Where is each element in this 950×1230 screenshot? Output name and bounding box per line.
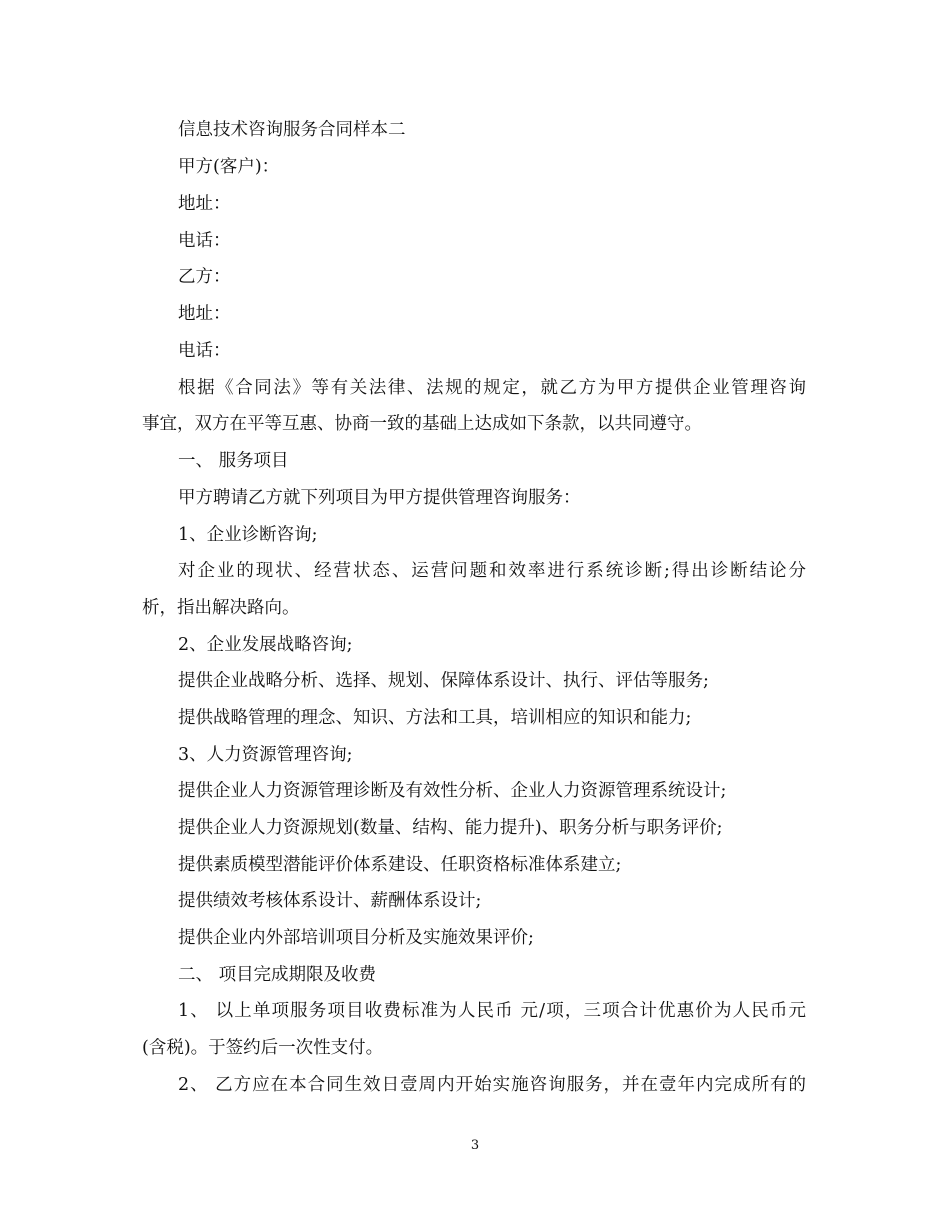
party-b-label: 乙方： — [178, 267, 231, 287]
paragraph-line: 提供企业人力资源规划(数量、结构、能力提升)、职务分析与职务评价; — [178, 818, 723, 838]
party-b-address: 地址： — [178, 304, 231, 324]
party-b-phone: 电话： — [178, 341, 231, 361]
preamble-line-1: 根据《合同法》等有关法律、法规的规定，就乙方为甲方提供企业管理咨询 — [178, 378, 806, 398]
paragraph-line: (含税)。于签约后一次性支付。 — [142, 1038, 384, 1058]
party-a-address: 地址： — [178, 194, 231, 214]
paragraph-line: 提供素质模型潜能评价体系建设、任职资格标准体系建立; — [178, 855, 622, 875]
preamble-line-2: 事宜，双方在平等互惠、协商一致的基础上达成如下条款，以共同遵守。 — [142, 414, 702, 434]
paragraph-line: 对企业的现状、经营状态、运营问题和效率进行系统诊断;得出诊断结论分 — [178, 561, 806, 581]
party-a-phone: 电话： — [178, 231, 231, 251]
list-item-heading: 3、人力资源管理咨询; — [178, 745, 353, 765]
paragraph-line: 提供企业战略分析、选择、规划、保障体系设计、执行、评估等服务; — [178, 671, 709, 691]
paragraph-line: 提供战略管理的理念、知识、方法和工具，培训相应的知识和能力; — [178, 708, 692, 728]
list-item-heading: 2、企业发展战略咨询; — [178, 635, 353, 655]
paragraph-line: 甲方聘请乙方就下列项目为甲方提供管理咨询服务： — [178, 488, 581, 508]
party-a-label: 甲方(客户)： — [178, 157, 280, 177]
paragraph-line: 1、 以上单项服务项目收费标准为人民币 元/项，三项合计优惠价为人民币元 — [178, 1001, 806, 1021]
document-title: 信息技术咨询服务合同样本二 — [178, 120, 406, 140]
paragraph-line: 2、 乙方应在本合同生效日壹周内开始实施咨询服务，并在壹年内完成所有的 — [178, 1075, 806, 1095]
page-number: 3 — [470, 1138, 480, 1153]
paragraph-line: 提供企业人力资源管理诊断及有效性分析、企业人力资源管理系统设计; — [178, 781, 727, 801]
paragraph-line: 提供绩效考核体系设计、薪酬体系设计; — [178, 891, 482, 911]
paragraph-line: 析，指出解决路向。 — [142, 598, 300, 618]
paragraph-line: 提供企业内外部培训项目分析及实施效果评价; — [178, 928, 534, 948]
section-heading-services: 一、 服务项目 — [178, 451, 289, 471]
section-heading-term-and-fees: 二、 项目完成期限及收费 — [178, 965, 377, 985]
list-item-heading: 1、企业诊断咨询; — [178, 525, 318, 545]
